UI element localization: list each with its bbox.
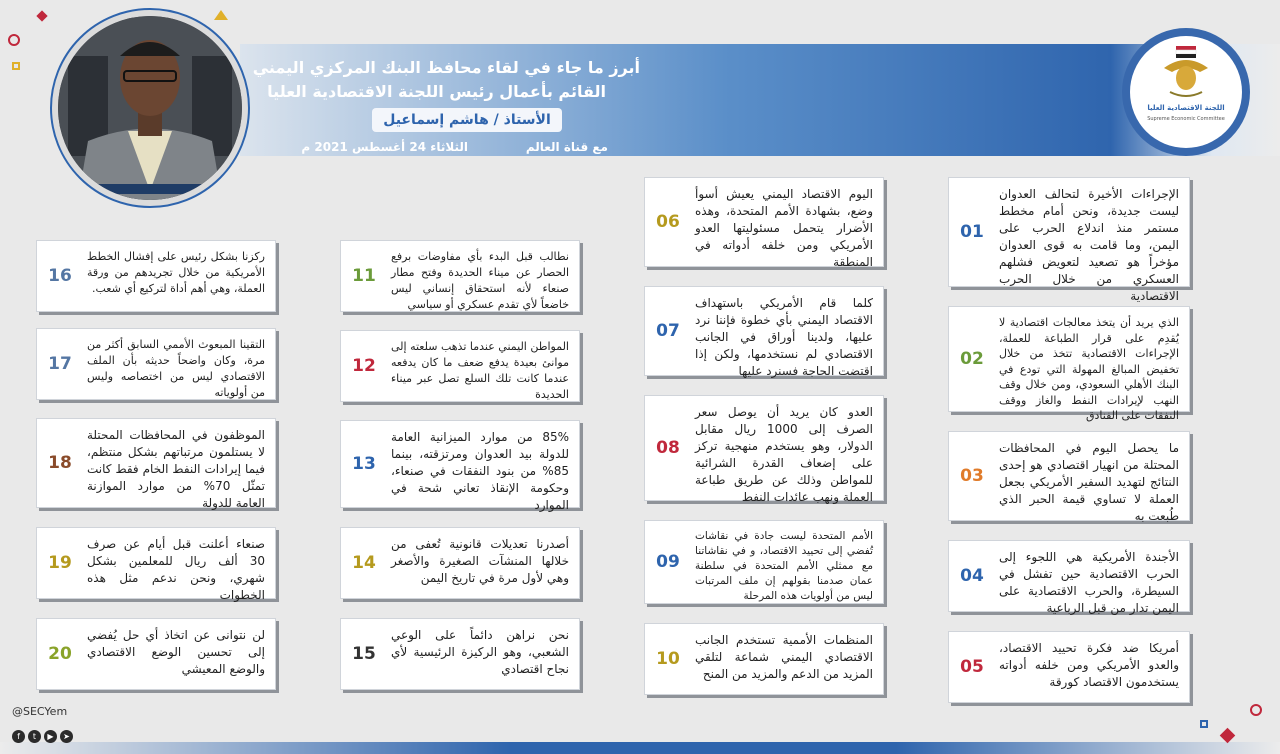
point-card-15 [340,618,580,690]
point-card-11 [340,240,580,312]
point-card-05 [948,631,1190,703]
point-card-10 [644,623,884,695]
point-card-13 [340,420,580,512]
point-number: 18 [48,453,72,473]
point-text: الموظفون في المحافظات المحتلة لا يستلمون مرتباتهم بشكل منتظم، فيما إيرادات النفط الخام فقط كانت تمثّل 70% من موارد الموازنة العامة للدولة [87,428,265,510]
committee-logo [1130,36,1242,148]
page-title-line-1: أبرز ما جاء في لقاء محافظ البنك المركزي اليمني [252,58,640,77]
point-card-09 [644,520,884,604]
point-card-04 [948,540,1190,615]
decor-square [12,62,20,70]
point-text: التقينا المبعوث الأممي السابق أكثر من مرة، وكان واضحاً حديثه بأن الملف الاقتصادي ليس من اختصاصه وليس من أولوياته [87,338,265,399]
point-text: اليوم الاقتصاد اليمني يعيش أسوأ وضع، بشهادة الأمم المتحدة، وهذه الأضرار يتحمل مسئوليتها العدو الأمريكي ومن خلفه أدواته في المنطقة [695,187,873,269]
point-number: 16 [48,266,72,286]
point-number: 19 [48,553,72,573]
point-card-08 [644,395,884,504]
decor-circle [1250,704,1262,716]
point-number: 07 [656,321,680,341]
point-text: ما يحصل اليوم في المحافظات المحتلة من انهيار اقتصادي هو إحدى النتائج لتهديد السفير الأمريكي بجعل العملة لا تساوي قيمة الحبر الذي طُبعت به [999,441,1179,523]
twitter-icon[interactable]: t [28,730,41,743]
eagle-emblem-icon [1156,42,1216,102]
point-text: الأمم المتحدة ليست جادة في نقاشات تُفضي إلى تحييد الاقتصاد، و في نقاشاتنا مع ممثلي الأمم المتحدة في سلطنة عمان صدمنا بقولهم إن ملف المرتبات ليس من أولويات هذه المرحلة [695,530,873,602]
point-number: 01 [960,222,984,242]
youtube-icon[interactable]: ▶ [44,730,57,743]
decor-diamond [1220,728,1236,744]
decor-square [1200,720,1208,728]
point-text: الإجراءات الأخيرة لتحالف العدوان ليست جديدة، ونحن أمام مخطط مستمر منذ اندلاع الحرب على اليمن، وما قامت به قوى العدوان مؤخراً هو تصعيد لتعويض فشلهم العسكري من خلال الحرب الاقتصادية [999,187,1179,303]
speaker-photo [58,16,242,200]
point-card-01 [948,177,1190,303]
point-number: 12 [352,356,376,376]
point-text: المنظمات الأممية تستخدم الجانب الاقتصادي اليمني شماعة لتلقي المزيد من الدعم والمزيد من المنح [695,633,873,681]
point-number: 08 [656,438,680,458]
facebook-icon[interactable]: f [12,730,25,743]
point-text: كلما قام الأمريكي باستهداف الاقتصاد اليمني بأي خطوة فإننا نرد عليها، ولدينا أوراق في الجانب الاقتصادي لم نستخدمها، ولكن إذا اقتضت الحاجة فسنرد عليها [695,296,873,378]
point-number: 11 [352,266,376,286]
point-number: 04 [960,566,984,586]
channel-label: مع قناة العالم [525,140,608,154]
point-card-20 [36,618,276,690]
point-card-12 [340,330,580,402]
footer-band [0,742,1280,754]
point-number: 14 [352,553,376,573]
decor-diamond [36,10,47,21]
speaker-name: الأستاذ / هاشم إسماعيل [372,108,562,132]
point-text: نطالب قبل البدء بأي مفاوضات برفع الحصار عن ميناء الحديدة وفتح مطار صنعاء لأنه استحقاق إنساني ليس خاضعاً لأي تقدم عسكري أو سياسي [391,250,569,311]
point-text: أمريكا ضد فكرة تحييد الاقتصاد، والعدو الأمريكي ومن خلفه أدواته يستخدمون الاقتصاد كورقة [999,641,1179,689]
page-title-line-2: القائم بأعمال رئيس اللجنة الاقتصادية العليا [267,82,606,101]
decor-circle [8,34,20,46]
point-number: 05 [960,657,984,677]
point-card-06 [644,177,884,267]
point-card-07 [644,286,884,376]
date-label: الثلاثاء 24 أغسطس 2021 م [301,140,468,154]
point-number: 13 [352,454,376,474]
point-card-16 [36,240,276,312]
point-card-14 [340,527,580,599]
point-number: 09 [656,552,680,572]
point-card-02 [948,306,1190,422]
point-text: ركزنا بشكل رئيس على إفشال الخطط الأمريكية من خلال تجريدهم من ورقة العملة، وهي أهم أداة لتركيع أي شعب. [87,250,265,295]
point-text: لن نتوانى عن اتخاذ أي حل يُفضي إلى تحسين الوضع الاقتصادي والوضع المعيشي [87,628,265,676]
point-card-03 [948,431,1190,521]
social-handle[interactable]: @SECYem [12,705,68,718]
decor-triangle [214,10,228,20]
point-number: 02 [960,349,984,369]
telegram-icon[interactable]: ➤ [60,730,73,743]
point-card-18 [36,418,276,508]
point-text: صنعاء أعلنت قبل أيام عن صرف 30 ألف ريال للمعلمين بشكل شهري، ونحن ندعم مثل هذه الخطوات [87,537,265,602]
point-text: العدو كان يريد أن يوصل سعر الصرف إلى 1000 ريال مقابل الدولار، وهو يستخدم منهجية تركز على إضعاف القدرة الشرائية للمواطن وذلك عن طريق طباعة العملة ونهب عائدات النفط [695,405,873,504]
logo-name-en: Supreme Economic Committee [1147,116,1225,122]
point-text: الذي يريد أن يتخذ معالجات اقتصادية لا يُقدِم على قرار الطباعة للعملة، الإجراءات الاقتصادية تتخذ من خلال تخفيض المبالغ المهولة التي تودع في البنك الأهلي السعودي، ومن خلال وقف النهب لإيرادات النفط والغاز ووقف النفقات على الفنادق [999,316,1179,422]
point-number: 10 [656,649,680,669]
point-number: 20 [48,644,72,664]
point-text: أصدرنا تعديلات قانونية تُعفى من خلالها المنشآت الصغيرة والأصغر وهي لأول مرة في تاريخ اليمن [391,537,569,585]
point-text: الأجندة الأمريكية هي اللجوء إلى الحرب الاقتصادية حين تفشل في السيطرة، والحرب الاقتصادية على اليمن تدار من قبل الرباعية [999,550,1179,615]
point-number: 17 [48,354,72,374]
point-number: 03 [960,466,984,486]
point-text: 85% من موارد الميزانية العامة للدولة بيد العدوان ومرتزقته، بينما 85% من بنود النفقات في صنعاء، وحكومة الإنقاذ تعاني شحة في الموارد [391,430,569,512]
point-card-17 [36,328,276,400]
social-icons [12,724,76,743]
point-text: المواطن اليمني عندما تذهب سلعته إلى موانئ بعيدة يدفع ضعف ما كان يدفعه عندما كانت تلك السلع تصل عبر ميناء الحديدة [391,340,569,401]
point-text: نحن نراهن دائماً على الوعي الشعبي، وهو الركيزة الرئيسية لأي نجاح اقتصادي [391,628,569,676]
point-number: 15 [352,644,376,664]
point-number: 06 [656,212,680,232]
point-card-19 [36,527,276,602]
logo-name-ar: اللجنة الاقتصادية العليا [1147,104,1225,112]
